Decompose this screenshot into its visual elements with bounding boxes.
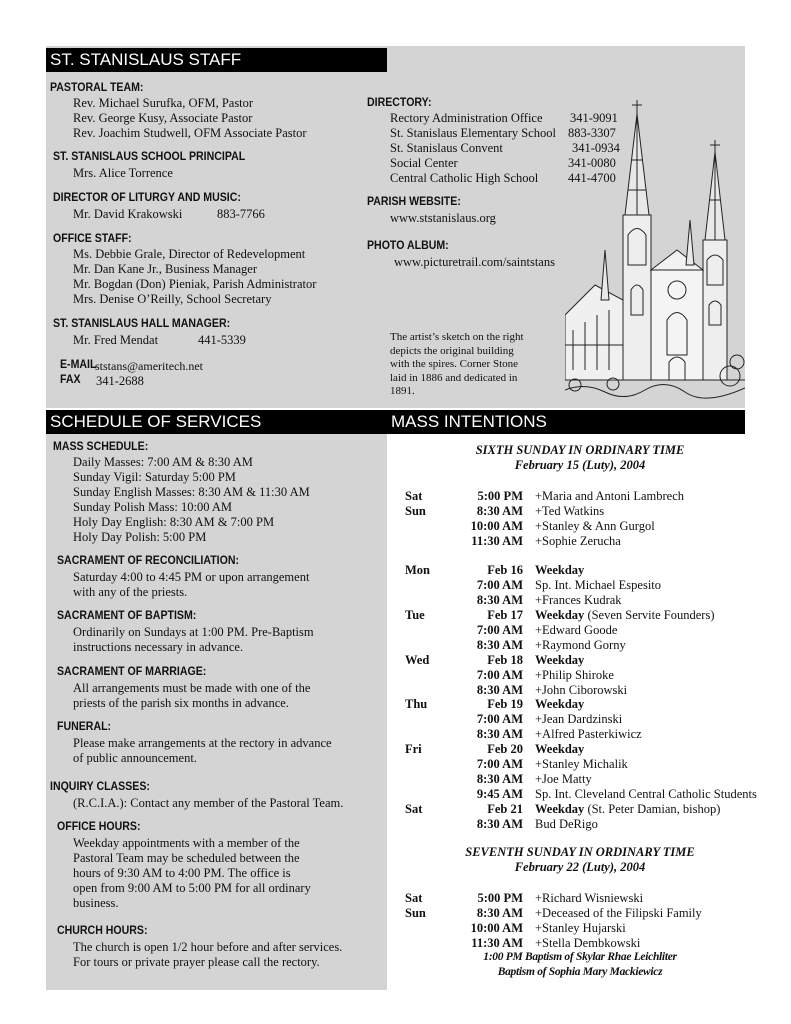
- directory-entry: St. Stanislaus Elementary School 883-3307: [390, 126, 616, 140]
- mass-schedule-list: Daily Masses: 7:00 AM & 8:30 AM Sunday Vigil: Saturday 5:00 PM Sunday English Masses: 8:30 AM & 11:30 AM Sunday Polish Mass: 10:00 AM Holy Day English: 8:30 AM & 7:00 PM Holy Day Polish: 5:00 PM: [73, 455, 310, 544]
- intention-main: +Stanley Hujarski: [535, 920, 626, 935]
- intention-time: 8:30 AM: [476, 637, 523, 652]
- baptism-note-2: Baptism of Sophia Mary Mackiewicz: [497, 966, 663, 978]
- intention-day: Sun: [405, 905, 426, 920]
- intention-day: Sun: [405, 503, 426, 518]
- directory-entry: St. Stanislaus Convent 341-0934: [390, 141, 620, 155]
- intention-day: [405, 683, 445, 698]
- intention-text: [535, 727, 642, 742]
- intention-time: 11:30 AM: [471, 533, 523, 548]
- intention-day: [405, 727, 445, 742]
- intention-text: [535, 757, 628, 772]
- intention-day: [405, 712, 445, 727]
- intention-day: [405, 578, 445, 593]
- week1-title: SIXTH SUNDAY IN ORDINARY TIME: [475, 443, 685, 457]
- intention-main: +Edward Goode: [535, 623, 618, 638]
- intention-row: [405, 593, 757, 608]
- intention-main: +Alfred Pasterkiwicz: [535, 727, 642, 742]
- intention-day: [405, 549, 445, 564]
- intention-main: Sp. Int. Michael Espesito: [535, 578, 662, 593]
- intention-text: [535, 742, 584, 757]
- intention-text: [535, 638, 626, 653]
- intention-main: +Philip Shiroke: [535, 667, 614, 682]
- intention-main: +Stanley & Ann Gurgol: [535, 518, 655, 533]
- intention-text: [535, 608, 715, 623]
- intention-day: [405, 921, 445, 936]
- intention-time: 8:30 AM: [476, 816, 523, 831]
- mass-schedule-label: MASS SCHEDULE:: [53, 441, 149, 453]
- intention-time: Feb 20: [487, 742, 523, 757]
- reconciliation-text: Saturday 4:00 to 4:45 PM or upon arrangement with any of the priests.: [73, 570, 310, 599]
- intention-main: Weekday: [535, 801, 585, 816]
- intention-text: [535, 906, 702, 921]
- photo-album-link[interactable]: www.picturetrail.com/saintstans: [394, 255, 555, 269]
- principal-name: Mrs. Alice Torrence: [73, 166, 173, 180]
- intention-main: Sp. Int. Cleveland Central Catholic Students: [535, 786, 757, 801]
- fax-number: 341-2688: [96, 374, 144, 388]
- intention-day: [405, 668, 445, 683]
- intention-text: [535, 668, 614, 683]
- intention-row: [405, 608, 757, 623]
- intention-day: Tue: [405, 608, 425, 623]
- baptism-text: Ordinarily on Sundays at 1:00 PM. Pre-Baptism instructions necessary in advance.: [73, 625, 314, 654]
- church-hours-label: CHURCH HOURS:: [57, 925, 148, 937]
- email-label: E-MAIL: [60, 359, 97, 371]
- intention-row: [405, 906, 702, 921]
- intention-day: Fri: [405, 742, 422, 757]
- intention-day: [405, 593, 445, 608]
- intention-day: [405, 534, 445, 549]
- sketch-caption: The artist’s sketch on the right depicts the original building with the spires. Corner Stone laid in 1886 and dedicated in 1891.: [390, 331, 524, 397]
- week1-date: February 15 (Luty), 2004: [514, 458, 646, 472]
- week2-intentions: [405, 891, 702, 951]
- hall-manager-name: Mr. Fred Mendat: [73, 333, 159, 347]
- intention-text: [535, 683, 627, 698]
- intention-text: [535, 653, 584, 668]
- hall-manager-label: ST. STANISLAUS HALL MANAGER:: [53, 318, 231, 330]
- intention-time: 7:00 AM: [476, 757, 523, 772]
- inquiry-text: (R.C.I.A.): Contact any member of the Pastoral Team.: [73, 796, 344, 810]
- intention-row: [405, 921, 702, 936]
- intention-time: 8:30 AM: [476, 727, 523, 742]
- week1-intentions: [405, 489, 757, 831]
- intention-time: 11:30 AM: [471, 935, 523, 950]
- intention-day: Sat: [405, 489, 423, 503]
- website-link[interactable]: www.ststanislaus.org: [390, 211, 496, 225]
- hall-manager-phone: 441-5339: [198, 333, 246, 347]
- intention-row: [405, 712, 757, 727]
- intention-time: [445, 549, 535, 564]
- intention-main: Weekday: [535, 608, 585, 623]
- intention-text: [535, 504, 604, 519]
- week2-date: February 22 (Luty), 2004: [514, 860, 646, 874]
- intention-text: [535, 578, 661, 593]
- intention-main: Weekday: [535, 563, 585, 578]
- intention-row: [405, 817, 757, 832]
- intention-time: 7:00 AM: [476, 623, 523, 638]
- intention-time: 8:30 AM: [476, 593, 523, 608]
- directory-entry: Social Center 341-0080: [390, 156, 616, 170]
- intention-main: +Maria and Antoni Lambrech: [535, 489, 685, 503]
- intention-text: [535, 697, 584, 712]
- intention-text: [535, 921, 626, 936]
- intention-time: Feb 16: [487, 563, 523, 578]
- intention-time: 8:30 AM: [476, 682, 523, 697]
- intention-row: [405, 653, 757, 668]
- intention-row: [405, 623, 757, 638]
- intention-row: [405, 757, 757, 772]
- intention-day: [405, 519, 445, 534]
- intention-main: +Stanley Michalik: [535, 757, 628, 772]
- intention-text: [535, 593, 622, 608]
- intention-main: +John Ciborowski: [535, 682, 628, 697]
- intention-time: Feb 21: [487, 801, 523, 816]
- intention-feast: (St. Peter Damian, bishop): [584, 801, 721, 816]
- intention-time: Feb 18: [487, 652, 523, 667]
- week2-title: SEVENTH SUNDAY IN ORDINARY TIME: [465, 845, 695, 859]
- intention-day: [405, 817, 445, 832]
- intention-day: [405, 936, 445, 951]
- intention-row: [405, 891, 702, 906]
- intention-text: [535, 623, 617, 638]
- intention-main: +Joe Matty: [535, 771, 592, 786]
- intention-text: [535, 891, 643, 906]
- directory-label: DIRECTORY:: [367, 97, 432, 109]
- intention-text: [535, 787, 757, 802]
- reconciliation-label: SACRAMENT OF RECONCILIATION:: [57, 555, 240, 567]
- intention-day: Mon: [405, 563, 430, 578]
- intention-row: [405, 578, 757, 593]
- intention-row: [405, 638, 757, 653]
- fax-label: FAX: [60, 374, 81, 386]
- intention-main: +Sophie Zerucha: [535, 533, 621, 548]
- intention-text: [535, 563, 584, 578]
- intention-text: [535, 772, 592, 787]
- inquiry-label: INQUIRY CLASSES:: [50, 781, 150, 793]
- intention-main: Weekday: [535, 697, 585, 712]
- intention-main: +Deceased of the Filipski Family: [535, 905, 702, 920]
- intention-time: 7:00 AM: [476, 667, 523, 682]
- intention-day: [405, 772, 445, 787]
- intention-day: Wed: [405, 652, 430, 667]
- intention-day: [405, 638, 445, 653]
- intention-day: Sat: [405, 801, 423, 816]
- directory-entry: Central Catholic High School 441-4700: [390, 171, 616, 185]
- liturgy-label: DIRECTOR OF LITURGY AND MUSIC:: [53, 192, 241, 204]
- intention-time: 5:00 PM: [477, 891, 523, 905]
- intention-day: Sat: [405, 891, 423, 905]
- intention-text: [535, 817, 598, 832]
- church-sketch-icon: [565, 100, 745, 406]
- intention-text: [535, 489, 684, 504]
- intention-time: Feb 19: [487, 697, 523, 712]
- intention-main: +Raymond Gorny: [535, 637, 626, 652]
- church-hours-text: The church is open 1/2 hour before and after services. For tours or private prayer please call the rectory.: [73, 940, 343, 969]
- intention-time: 8:30 AM: [476, 771, 523, 786]
- intention-time: 8:30 AM: [476, 905, 523, 920]
- office-staff-label: OFFICE STAFF:: [53, 233, 132, 245]
- intention-day: [405, 787, 445, 802]
- intention-text: [535, 936, 640, 951]
- intention-row: [405, 519, 757, 534]
- intention-time: 5:00 PM: [477, 489, 523, 503]
- intention-text: [535, 712, 622, 727]
- intention-main: +Richard Wisniewski: [535, 891, 644, 905]
- intention-row: [405, 742, 757, 757]
- intention-main: +Frances Kudrak: [535, 593, 622, 608]
- intention-time: 10:00 AM: [470, 920, 523, 935]
- funeral-text: Please make arrangements at the rectory in advance of public announcement.: [73, 736, 332, 765]
- intention-row: [405, 489, 757, 504]
- baptism-note-1: 1:00 PM Baptism of Skylar Rhae Leichliter: [483, 951, 677, 963]
- directory-entry: Rectory Administration Office 341-9091: [390, 111, 618, 125]
- intention-row: [405, 697, 757, 712]
- intention-text: [535, 534, 621, 549]
- liturgy-name: Mr. David Krakowski: [73, 207, 183, 221]
- intention-time: 7:00 AM: [476, 578, 523, 593]
- intention-row: [405, 504, 757, 519]
- funeral-label: FUNERAL:: [57, 721, 112, 733]
- liturgy-phone: 883-7766: [217, 207, 265, 221]
- baptism-label: SACRAMENT OF BAPTISM:: [57, 610, 197, 622]
- marriage-text: All arrangements must be made with one of the priests of the parish six months in advance.: [73, 681, 311, 710]
- intention-time: 10:00 AM: [470, 518, 523, 533]
- intention-feast: (Seven Servite Founders): [584, 608, 715, 623]
- intention-main: Bud DeRigo: [535, 816, 598, 831]
- staff-header: ST. STANISLAUS STAFF: [46, 48, 387, 72]
- intention-text: [535, 802, 720, 817]
- intention-main: +Stella Dembkowski: [535, 935, 641, 950]
- pastoral-team-list: Rev. Michael Surufka, OFM, Pastor Rev. George Kusy, Associate Pastor Rev. Joachim Studwell, OFM Associate Pastor: [73, 96, 307, 140]
- intention-row: [405, 549, 757, 564]
- intention-row: [405, 563, 757, 578]
- intention-day: [405, 623, 445, 638]
- principal-label: ST. STANISLAUS SCHOOL PRINCIPAL: [53, 151, 246, 163]
- schedule-header: SCHEDULE OF SERVICES: [46, 410, 387, 434]
- photo-album-label: PHOTO ALBUM:: [367, 240, 449, 252]
- intention-row: [405, 683, 757, 698]
- marriage-label: SACRAMENT OF MARRIAGE:: [57, 666, 207, 678]
- intention-main: +Jean Dardzinski: [535, 712, 623, 727]
- email-link[interactable]: ststans@ameritech.net: [95, 359, 204, 373]
- pastoral-team-label: PASTORAL TEAM:: [50, 82, 144, 94]
- intention-day: Thu: [405, 697, 428, 712]
- intention-row: [405, 727, 757, 742]
- intention-row: [405, 772, 757, 787]
- intention-row: [405, 534, 757, 549]
- website-label: PARISH WEBSITE:: [367, 196, 461, 208]
- intention-text: [535, 519, 655, 534]
- intention-time: 9:45 AM: [476, 786, 523, 801]
- intentions-header: MASS INTENTIONS: [387, 410, 745, 434]
- intention-main: +Ted Watkins: [535, 503, 605, 518]
- intention-time: 7:00 AM: [476, 712, 523, 727]
- office-hours-label: OFFICE HOURS:: [57, 821, 141, 833]
- intention-main: Weekday: [535, 742, 585, 757]
- office-staff-list: Ms. Debbie Grale, Director of Redevelopment Mr. Dan Kane Jr., Business Manager Mr. Bogdan (Don) Pieniak, Parish Administrator Mrs. Denise O’Reilly, School Secretary: [73, 247, 317, 306]
- intention-time: 8:30 AM: [476, 503, 523, 518]
- intention-row: [405, 802, 757, 817]
- intention-day: [405, 757, 445, 772]
- intention-time: Feb 17: [487, 608, 523, 623]
- intention-row: [405, 787, 757, 802]
- intention-main: Weekday: [535, 652, 585, 667]
- intention-row: [405, 936, 702, 951]
- office-hours-text: Weekday appointments with a member of the Pastoral Team may be scheduled between the hours of 9:30 AM to 4:00 PM. The office is open from 9:00 AM to 5:00 PM for all ordinary business.: [73, 836, 311, 910]
- intention-row: [405, 668, 757, 683]
